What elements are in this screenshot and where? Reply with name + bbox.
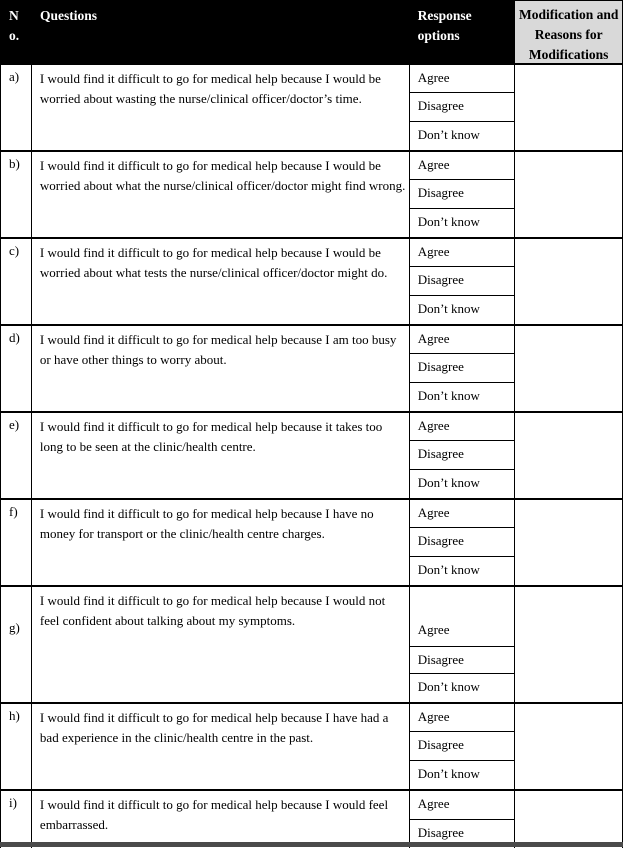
question-cell	[32, 587, 410, 702]
response-option	[410, 209, 515, 237]
question-text: I would find it difficult to go for medical help because I would not feel confident about talking about my symptoms.	[39, 593, 386, 628]
response-option-label: Don’t know	[417, 561, 480, 577]
row-number-label: d)	[9, 330, 20, 345]
question-cell	[32, 65, 410, 150]
modification-cell	[515, 65, 622, 150]
question-text: I would find it difficult to go for medical help because I would be worried about what tests the nurse/clinical officer/doctor might do.	[39, 245, 388, 280]
question-cell	[32, 704, 410, 789]
table-body	[1, 63, 622, 848]
response-options-cell	[410, 704, 516, 789]
response-options-cell	[410, 413, 516, 498]
response-option	[410, 500, 515, 528]
question-cell	[32, 326, 410, 411]
response-option	[410, 152, 515, 180]
table-row	[1, 789, 622, 848]
response-option-label: Don’t know	[417, 387, 480, 403]
row-number-cell	[1, 791, 32, 848]
response-option-label: Disagree	[417, 737, 464, 753]
row-number-cell	[1, 65, 32, 150]
page-cutoff-edge	[0, 842, 623, 847]
response-option-label: Don’t know	[417, 765, 480, 781]
response-options-cell	[410, 587, 516, 702]
response-options-cell	[410, 500, 516, 585]
row-number-label: i)	[9, 795, 17, 810]
response-option-label: Disagree	[417, 446, 464, 462]
question-text: I would find it difficult to go for medical help because I have had a bad experience in the clinic/health centre in the past.	[39, 710, 389, 745]
response-option-label: Don’t know	[417, 679, 480, 695]
row-number-label: e)	[9, 417, 20, 432]
response-option-label: Disagree	[417, 98, 464, 114]
row-number-cell	[1, 152, 32, 237]
question-cell	[32, 500, 410, 585]
row-number-cell	[1, 413, 32, 498]
response-option-label: Agree	[417, 157, 450, 172]
response-option-label: Don’t know	[417, 474, 480, 490]
header-response-options: Response options	[410, 1, 516, 63]
question-text: I would find it difficult to go for medical help because I have no money for transport or the clinic/health centre charges.	[39, 506, 374, 541]
table-row	[1, 63, 622, 150]
response-option	[410, 383, 515, 411]
header-no-line2: o.	[9, 28, 20, 43]
row-number-label: c)	[9, 243, 20, 258]
question-text: I would find it difficult to go for medical help because I would feel embarrassed.	[39, 797, 389, 832]
response-option-label: Agree	[417, 505, 450, 520]
response-option	[410, 674, 515, 702]
question-cell	[32, 152, 410, 237]
response-option	[410, 65, 515, 93]
response-options-cell	[410, 326, 516, 411]
response-option-label: Disagree	[417, 825, 464, 840]
response-options-cell	[410, 152, 516, 237]
response-option-label: Agree	[417, 244, 450, 259]
response-option	[410, 326, 515, 354]
row-number-cell	[1, 704, 32, 789]
response-option-label: Disagree	[417, 533, 464, 549]
response-option	[410, 732, 515, 760]
response-option	[410, 296, 515, 324]
question-text: I would find it difficult to go for medical help because I am too busy or have other things to worry about.	[39, 332, 397, 367]
row-number-label: f)	[9, 504, 18, 519]
header-no	[1, 1, 32, 63]
row-number-cell	[1, 500, 32, 585]
response-option	[410, 441, 515, 469]
response-option-label: Agree	[417, 418, 450, 433]
table-row	[1, 150, 622, 237]
response-option	[410, 557, 515, 585]
table-row	[1, 702, 622, 789]
table-row	[1, 498, 622, 585]
row-number-label: b)	[9, 156, 20, 171]
modification-cell	[515, 152, 622, 237]
response-options-cell	[410, 239, 516, 324]
response-option	[410, 413, 515, 441]
header-modification: Modification and Reasons for Modifications	[515, 1, 622, 63]
table-row	[1, 411, 622, 498]
response-option	[410, 180, 515, 208]
modification-cell	[515, 500, 622, 585]
table-header-row	[1, 1, 622, 63]
question-text: I would find it difficult to go for medical help because I would be worried about wasting the nurse/clinical officer/doctor’s time.	[39, 71, 381, 106]
response-option	[410, 267, 515, 295]
response-option	[410, 93, 515, 121]
response-option-label: Disagree	[417, 359, 464, 375]
question-text: I would find it difficult to go for medical help because I would be worried about what the nurse/clinical officer/doctor might find wrong.	[39, 158, 406, 193]
header-no-line1: N	[9, 8, 19, 23]
response-option	[410, 647, 515, 675]
row-number-cell	[1, 326, 32, 411]
table-row	[1, 324, 622, 411]
modification-cell	[515, 239, 622, 324]
response-option-label: Agree	[417, 331, 450, 346]
modification-cell	[515, 587, 622, 702]
response-option	[410, 528, 515, 556]
row-number-cell	[1, 587, 32, 702]
modification-cell	[515, 326, 622, 411]
modification-cell	[515, 791, 622, 848]
response-option	[410, 354, 515, 382]
question-text: I would find it difficult to go for medical help because it takes too long to be seen at the clinic/health centre.	[39, 419, 383, 454]
row-number-label: h)	[9, 708, 20, 723]
row-number-label: g)	[9, 620, 20, 635]
header-questions: Questions	[32, 1, 410, 63]
response-option	[410, 704, 515, 732]
response-options-cell	[410, 65, 516, 150]
response-options-cell	[410, 791, 516, 848]
modification-cell	[515, 704, 622, 789]
question-cell	[32, 791, 410, 848]
response-option-label: Don’t know	[417, 213, 480, 229]
response-option	[410, 122, 515, 150]
response-option	[410, 587, 515, 647]
response-option-label: Don’t know	[417, 300, 480, 316]
row-number-cell	[1, 239, 32, 324]
response-option-label: Disagree	[417, 185, 464, 201]
response-option-label: Agree	[417, 709, 450, 724]
table-row	[1, 585, 622, 702]
response-option-label: Agree	[417, 621, 450, 637]
response-option	[410, 470, 515, 498]
response-option	[410, 761, 515, 789]
response-option	[410, 239, 515, 267]
response-option-label: Agree	[417, 70, 450, 85]
question-cell	[32, 413, 410, 498]
response-option	[410, 791, 515, 820]
table-row	[1, 237, 622, 324]
response-option-label: Don’t know	[417, 126, 480, 142]
modification-cell	[515, 413, 622, 498]
response-option-label: Agree	[417, 796, 450, 811]
question-cell	[32, 239, 410, 324]
response-option-label: Disagree	[417, 272, 464, 288]
row-number-label: a)	[9, 69, 20, 84]
response-option-label: Disagree	[417, 651, 464, 667]
